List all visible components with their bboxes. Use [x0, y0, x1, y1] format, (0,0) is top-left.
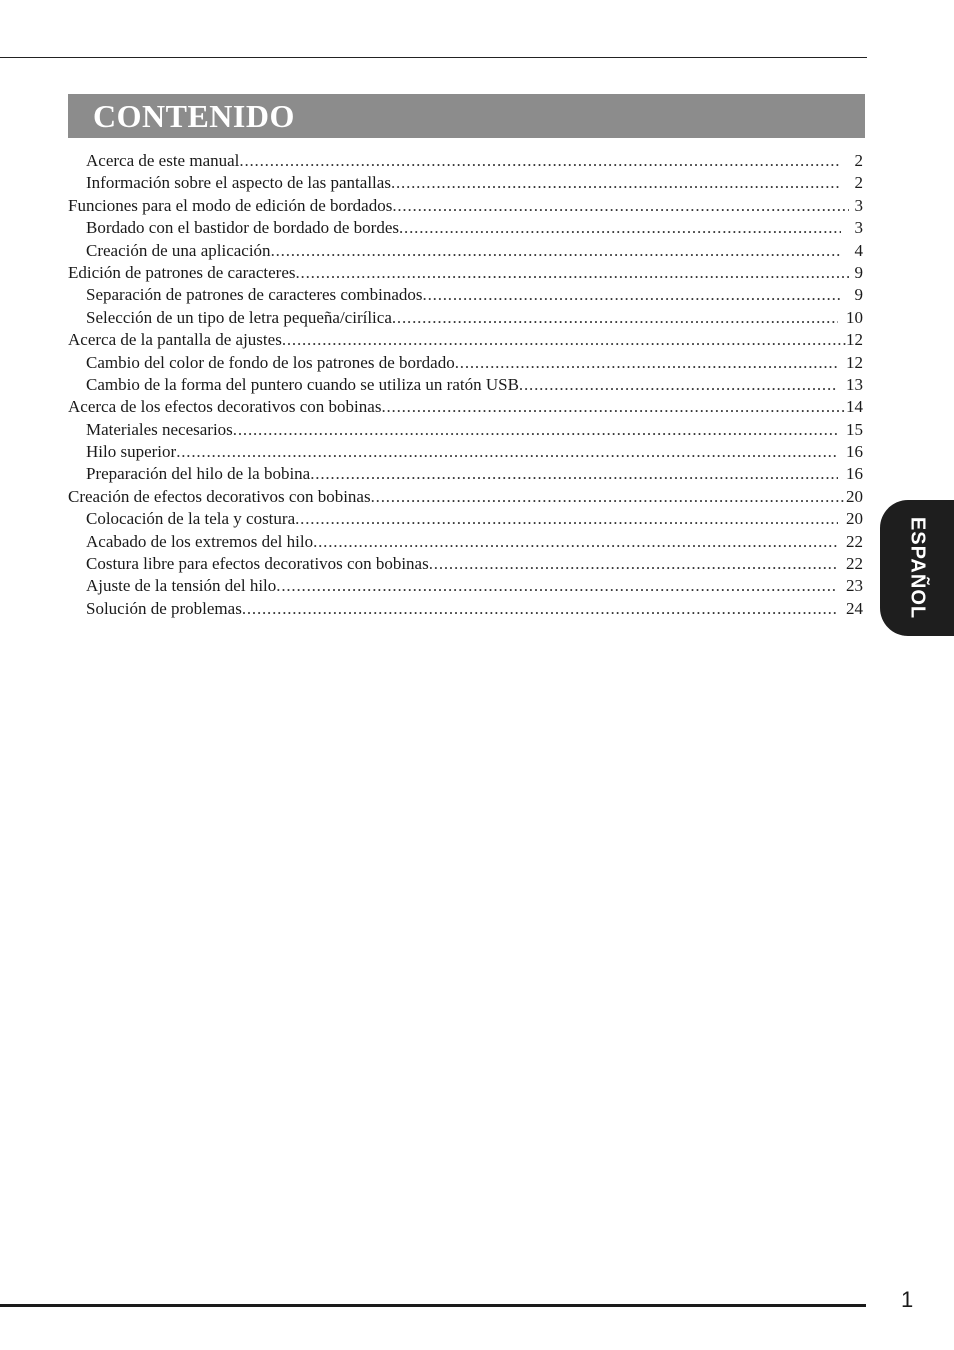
toc-entry-page: 2	[854, 151, 863, 170]
toc-entry-page: 12	[846, 352, 863, 372]
toc-entry-page: 3	[854, 218, 863, 238]
toc-dot-leader	[391, 172, 841, 194]
toc-entry-page: 14	[846, 397, 863, 417]
toc-entry-label: Acerca de este manual	[86, 151, 240, 170]
toc-dot-leader	[282, 329, 846, 351]
toc-entry[interactable]	[68, 329, 863, 351]
toc-entry-page: 15	[846, 419, 863, 439]
toc-entry[interactable]	[68, 553, 863, 575]
toc-entry-page: 9	[854, 285, 863, 305]
toc-entry-page: 13	[846, 374, 863, 394]
toc-dot-leader	[371, 486, 846, 508]
toc-entry-page: 22	[846, 554, 863, 574]
toc-entry-label: Costura libre para efectos decorativos con bobinas	[86, 554, 429, 574]
toc-entry-page: 20	[846, 486, 863, 506]
toc-entry-page: 2	[854, 173, 863, 193]
toc-entry-label: Bordado con el bastidor de bordado de bordes	[86, 218, 399, 238]
toc-entry-page: 20	[846, 509, 863, 529]
toc-entry-label: Creación de una aplicación	[86, 240, 271, 260]
toc-entry[interactable]	[68, 352, 863, 374]
toc-entry[interactable]	[68, 374, 863, 396]
toc-entry-page: 4	[854, 240, 863, 260]
toc-dot-leader	[313, 531, 838, 553]
toc-entry-label: Colocación de la tela y costura	[86, 509, 296, 529]
toc-entry-label: Cambio del color de fondo de los patrones de bordado	[86, 352, 455, 372]
toc-dot-leader	[310, 463, 838, 485]
title-bar	[68, 94, 865, 138]
toc-entry[interactable]	[68, 284, 863, 306]
toc-entry-page: 12	[846, 330, 863, 350]
toc-entry[interactable]	[68, 240, 863, 262]
toc-entry-label: Hilo superior	[86, 442, 177, 462]
page-title: CONTENIDO	[93, 98, 295, 134]
toc-dot-leader	[519, 374, 838, 396]
toc-entry-label: Información sobre el aspecto de las pantallas	[86, 173, 391, 193]
toc-entry[interactable]	[68, 486, 863, 508]
toc-entry[interactable]	[68, 150, 863, 172]
table-of-contents	[68, 150, 863, 620]
toc-dot-leader	[381, 396, 846, 418]
language-tab	[880, 500, 954, 636]
toc-entry[interactable]	[68, 508, 863, 530]
toc-entry[interactable]	[68, 598, 863, 620]
toc-dot-leader	[295, 508, 838, 530]
toc-entry[interactable]	[68, 195, 863, 217]
toc-entry-label: Cambio de la forma del puntero cuando se utiliza un ratón USB	[86, 374, 519, 394]
toc-entry-page: 24	[846, 598, 863, 618]
toc-entry-label: Acerca de los efectos decorativos con bobinas	[68, 397, 382, 417]
toc-entry-page: 22	[846, 531, 863, 551]
toc-entry-label: Materiales necesarios	[86, 419, 233, 439]
toc-entry-label: Selección de un tipo de letra pequeña/cirílica	[86, 307, 392, 327]
toc-entry[interactable]	[68, 463, 863, 485]
toc-dot-leader	[242, 598, 838, 620]
toc-entry[interactable]	[68, 396, 863, 418]
toc-dot-leader	[392, 195, 849, 217]
toc-dot-leader	[239, 150, 841, 172]
toc-entry-label: Ajuste de la tensión del hilo	[86, 576, 277, 596]
language-tab-label: ESPAÑOL	[906, 516, 929, 620]
toc-entry-label: Acerca de la pantalla de ajustes	[68, 330, 282, 350]
toc-dot-leader	[233, 419, 838, 441]
toc-entry-label: Preparación del hilo de la bobina	[86, 464, 311, 484]
toc-dot-leader	[399, 217, 841, 239]
toc-entry-label: Acabado de los extremos del hilo	[86, 531, 314, 551]
toc-entry[interactable]	[68, 419, 863, 441]
toc-entry-label: Solución de problemas	[86, 598, 242, 618]
toc-entry[interactable]	[68, 172, 863, 194]
toc-entry[interactable]	[68, 531, 863, 553]
toc-entry-label: Creación de efectos decorativos con bobinas	[68, 486, 371, 506]
toc-dot-leader	[455, 352, 838, 374]
toc-dot-leader	[392, 307, 838, 329]
toc-entry-page: 3	[854, 195, 863, 215]
toc-entry-label: Separación de patrones de caracteres combinados	[86, 285, 423, 305]
toc-entry-page: 10	[846, 307, 863, 327]
toc-entry[interactable]	[68, 262, 863, 284]
toc-entry-label: Funciones para el modo de edición de bordados	[68, 195, 393, 215]
toc-entry[interactable]	[68, 307, 863, 329]
toc-dot-leader	[429, 553, 838, 575]
toc-entry[interactable]	[68, 441, 863, 463]
toc-entry-page: 16	[846, 442, 863, 462]
page-number: 1	[901, 1287, 914, 1312]
toc-entry[interactable]	[68, 217, 863, 239]
toc-dot-leader	[276, 575, 838, 597]
toc-entry-page: 23	[846, 576, 863, 596]
toc-dot-leader	[423, 284, 841, 306]
bottom-rule	[0, 1304, 866, 1307]
toc-dot-leader	[296, 262, 850, 284]
toc-entry[interactable]	[68, 575, 863, 597]
toc-dot-leader	[176, 441, 838, 463]
toc-entry-label: Edición de patrones de caracteres	[68, 262, 296, 282]
toc-dot-leader	[271, 240, 841, 262]
toc-entry-page: 16	[846, 464, 863, 484]
top-rule	[0, 57, 867, 58]
toc-entry-page: 9	[854, 262, 863, 282]
